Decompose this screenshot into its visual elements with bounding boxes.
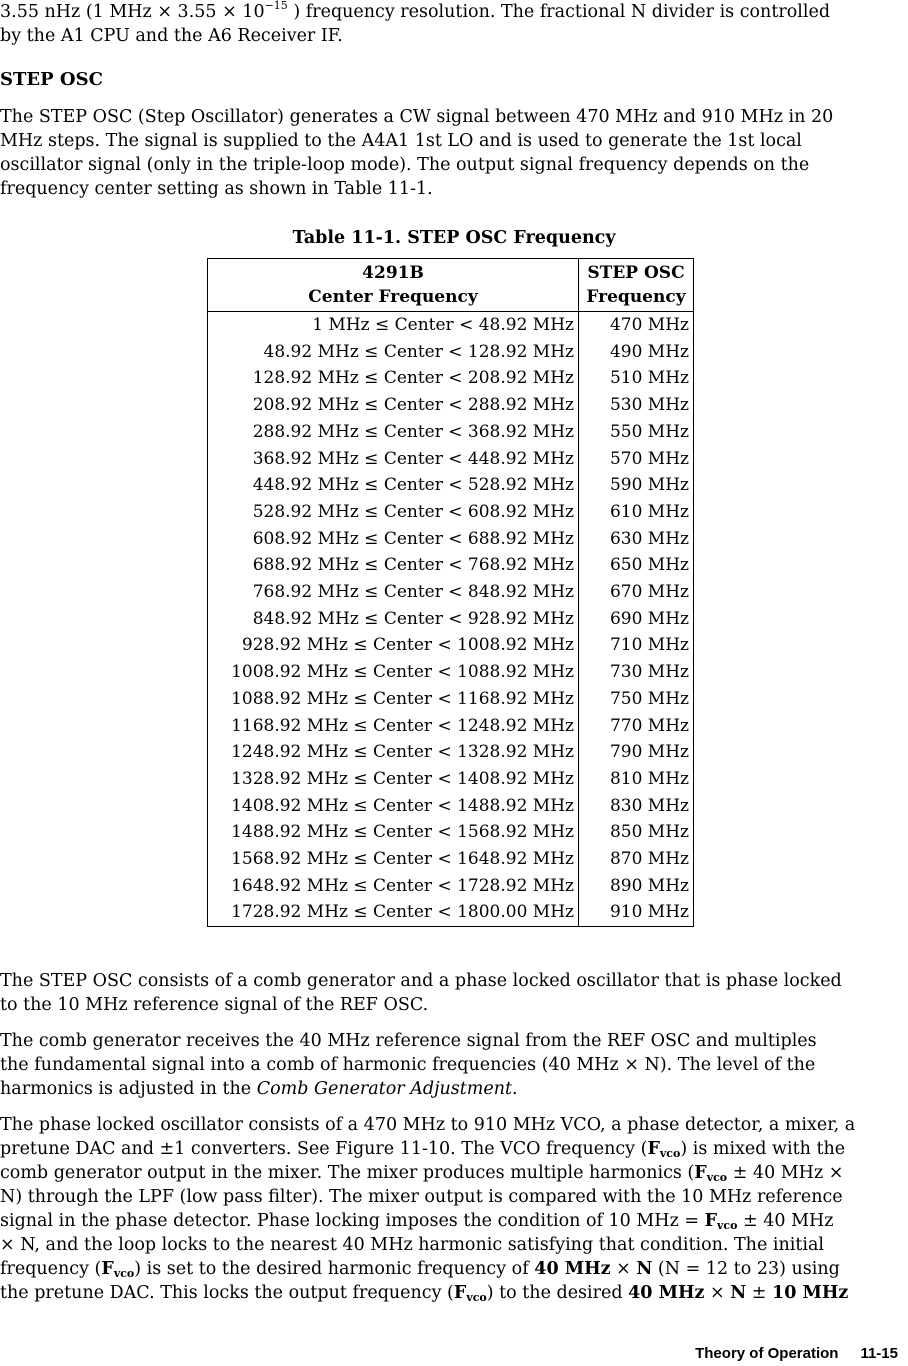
paragraph-comb-generator bbox=[0, 1029, 904, 1101]
step-osc-frequency: 610 MHz bbox=[609, 501, 689, 522]
para4-text: (N = 12 to 23) using bbox=[652, 1259, 840, 1279]
table-row bbox=[208, 766, 694, 793]
step-osc-frequency: 670 MHz bbox=[609, 582, 689, 603]
step-osc-frequency: 510 MHz bbox=[609, 368, 689, 389]
para4-text: comb generator output in the mixer. The mixer produces multiple harmonics ( bbox=[0, 1163, 695, 1183]
center-frequency-range: 368.92 MHz ≤ Center < 448.92 MHz bbox=[208, 446, 579, 473]
center-frequency-range: 1088.92 MHz ≤ Center < 1168.92 MHz bbox=[208, 686, 579, 713]
paragraph-comb-pll bbox=[0, 969, 904, 1017]
step-osc-frequency: 730 MHz bbox=[609, 662, 689, 683]
fvco-subscript: vco bbox=[717, 1219, 738, 1232]
fvco-letter: F bbox=[647, 1139, 660, 1159]
fvco-subscript: vco bbox=[706, 1171, 728, 1184]
step-osc-frequency: 790 MHz bbox=[609, 742, 689, 763]
table-caption: Table 11-1. STEP OSC Frequency bbox=[292, 228, 616, 248]
bold-term: 40 MHz bbox=[628, 1283, 705, 1303]
fvco-letter: F bbox=[694, 1163, 707, 1183]
fvco-subscript: vco bbox=[466, 1291, 487, 1304]
center-frequency-range: 1168.92 MHz ≤ Center < 1248.92 MHz bbox=[208, 713, 579, 740]
step-osc-frequency: 890 MHz bbox=[609, 875, 689, 896]
step-osc-frequency: 590 MHz bbox=[609, 475, 689, 496]
center-frequency-range: 1328.92 MHz ≤ Center < 1408.92 MHz bbox=[208, 766, 579, 793]
para4-line bbox=[0, 1281, 904, 1305]
step-osc-frequency: 910 MHz bbox=[609, 902, 689, 923]
table-row bbox=[208, 873, 694, 900]
fvco-symbol bbox=[454, 1283, 487, 1303]
para4-text: ± 40 MHz × bbox=[727, 1163, 844, 1183]
para3-line: the fundamental signal into a comb of harmonic frequencies (40 MHz × N). The level of the bbox=[0, 1055, 816, 1075]
center-frequency-range: 1488.92 MHz ≤ Center < 1568.92 MHz bbox=[208, 819, 579, 846]
step-osc-frequency: 550 MHz bbox=[609, 421, 689, 442]
para1-line: frequency center setting as shown in Table 11-1. bbox=[0, 179, 433, 199]
times-sign: × bbox=[610, 1259, 637, 1279]
fvco-letter: F bbox=[101, 1259, 114, 1279]
step-osc-frequency: 690 MHz bbox=[609, 608, 689, 629]
step-osc-frequency: 630 MHz bbox=[609, 528, 689, 549]
fvco-subscript: vco bbox=[113, 1267, 135, 1280]
para4-line bbox=[0, 1209, 904, 1233]
table-row bbox=[208, 793, 694, 820]
para4-line bbox=[0, 1161, 904, 1185]
center-frequency-range: 928.92 MHz ≤ Center < 1008.92 MHz bbox=[208, 632, 579, 659]
intro-line-1 bbox=[0, 0, 904, 24]
intro-line-2: by the A1 CPU and the A6 Receiver IF. bbox=[0, 26, 343, 46]
bold-term: N bbox=[636, 1259, 653, 1279]
header-frequency-label: Frequency bbox=[586, 287, 686, 307]
table-row bbox=[208, 312, 694, 339]
para3-line bbox=[0, 1077, 904, 1101]
table-row bbox=[208, 713, 694, 740]
para4-line: The phase locked oscillator consists of a 470 MHz to 910 MHz VCO, a phase detector, a mixer, a bbox=[0, 1115, 856, 1135]
table-row bbox=[208, 392, 694, 419]
center-frequency-range: 528.92 MHz ≤ Center < 608.92 MHz bbox=[208, 499, 579, 526]
table-row bbox=[208, 632, 694, 659]
para3-period: . bbox=[512, 1079, 518, 1099]
fvco-symbol bbox=[705, 1211, 738, 1231]
table-row bbox=[208, 446, 694, 473]
para4-text: ) is set to the desired harmonic frequency of bbox=[134, 1259, 535, 1279]
bold-term: 10 MHz bbox=[772, 1283, 849, 1303]
para4-text: the pretune DAC. This locks the output frequency ( bbox=[0, 1283, 454, 1303]
para4-text: signal in the phase detector. Phase locking imposes the condition of 10 MHz = bbox=[0, 1211, 705, 1231]
intro-paragraph bbox=[0, 0, 904, 48]
intro-line-1-text: 3.55 nHz (1 MHz × 3.55 × 10 bbox=[0, 2, 265, 22]
exponent: −15 bbox=[264, 0, 288, 12]
center-frequency-range: 448.92 MHz ≤ Center < 528.92 MHz bbox=[208, 472, 579, 499]
para4-text: ± 40 MHz bbox=[737, 1211, 834, 1231]
table-row bbox=[208, 579, 694, 606]
fvco-subscript: vco bbox=[659, 1147, 681, 1160]
table-row bbox=[208, 472, 694, 499]
center-frequency-range: 1728.92 MHz ≤ Center < 1800.00 MHz bbox=[208, 899, 579, 926]
para4-line bbox=[0, 1137, 904, 1161]
para1-line: oscillator signal (only in the triple-loop mode). The output signal frequency depends on the bbox=[0, 155, 810, 175]
adjustment-reference: Comb Generator Adjustment bbox=[256, 1079, 513, 1099]
center-frequency-range: 1568.92 MHz ≤ Center < 1648.92 MHz bbox=[208, 846, 579, 873]
paragraph-phase-locked-oscillator bbox=[0, 1113, 904, 1305]
para1-line: MHz steps. The signal is supplied to the A4A1 1st LO and is used to generate the 1st local bbox=[0, 131, 802, 151]
fvco-symbol bbox=[647, 1139, 680, 1159]
table-row bbox=[208, 659, 694, 686]
header-center-frequency bbox=[208, 259, 579, 312]
header-center-label: Center Frequency bbox=[308, 287, 478, 307]
table-row bbox=[208, 552, 694, 579]
step-osc-frequency: 850 MHz bbox=[609, 822, 689, 843]
center-frequency-range: 688.92 MHz ≤ Center < 768.92 MHz bbox=[208, 552, 579, 579]
center-frequency-range: 1008.92 MHz ≤ Center < 1088.92 MHz bbox=[208, 659, 579, 686]
center-frequency-range: 1408.92 MHz ≤ Center < 1488.92 MHz bbox=[208, 793, 579, 820]
para4-text: ) is mixed with the bbox=[680, 1139, 846, 1159]
para4-text: pretune DAC and ±1 converters. See Figure 11-10. The VCO frequency ( bbox=[0, 1139, 648, 1159]
table-body bbox=[208, 312, 694, 927]
header-step-osc-frequency bbox=[579, 259, 694, 312]
center-frequency-range: 48.92 MHz ≤ Center < 128.92 MHz bbox=[208, 339, 579, 366]
para2-line: The STEP OSC consists of a comb generator and a phase locked oscillator that is phase locked bbox=[0, 971, 842, 991]
center-frequency-range: 1 MHz ≤ Center < 48.92 MHz bbox=[208, 312, 579, 339]
times-sign: × bbox=[704, 1283, 731, 1303]
table-row bbox=[208, 365, 694, 392]
fvco-symbol bbox=[101, 1259, 134, 1279]
para2-line: to the 10 MHz reference signal of the REF OSC. bbox=[0, 995, 429, 1015]
fvco-letter: F bbox=[453, 1283, 467, 1303]
plus-minus-sign: ± bbox=[746, 1283, 773, 1303]
center-frequency-range: 1648.92 MHz ≤ Center < 1728.92 MHz bbox=[208, 873, 579, 900]
para3-line: The comb generator receives the 40 MHz reference signal from the REF OSC and multiples bbox=[0, 1031, 817, 1051]
page-number: 11-15 bbox=[860, 1345, 898, 1362]
center-frequency-range: 208.92 MHz ≤ Center < 288.92 MHz bbox=[208, 392, 579, 419]
step-osc-frequency: 650 MHz bbox=[609, 555, 689, 576]
table-row bbox=[208, 419, 694, 446]
step-osc-frequency: 710 MHz bbox=[609, 635, 689, 656]
table-row bbox=[208, 339, 694, 366]
step-osc-frequency: 770 MHz bbox=[609, 715, 689, 736]
table-row bbox=[208, 606, 694, 633]
table-row bbox=[208, 739, 694, 766]
fvco-letter: F bbox=[704, 1211, 718, 1231]
center-frequency-range: 1248.92 MHz ≤ Center < 1328.92 MHz bbox=[208, 739, 579, 766]
table-header-row bbox=[208, 259, 694, 312]
center-frequency-range: 128.92 MHz ≤ Center < 208.92 MHz bbox=[208, 365, 579, 392]
bold-term: N bbox=[730, 1283, 747, 1303]
table-row bbox=[208, 686, 694, 713]
step-osc-frequency: 530 MHz bbox=[609, 395, 689, 416]
step-osc-frequency: 490 MHz bbox=[609, 341, 689, 362]
para1-line: The STEP OSC (Step Oscillator) generates a CW signal between 470 MHz and 910 MHz in 20 bbox=[0, 107, 834, 127]
center-frequency-range: 288.92 MHz ≤ Center < 368.92 MHz bbox=[208, 419, 579, 446]
page-footer bbox=[673, 1342, 898, 1366]
table-row bbox=[208, 819, 694, 846]
para4-line: × N, and the loop locks to the nearest 40 MHz harmonic satisfying that condition. The initial bbox=[0, 1235, 824, 1255]
para4-text: frequency ( bbox=[0, 1259, 102, 1279]
center-frequency-range: 768.92 MHz ≤ Center < 848.92 MHz bbox=[208, 579, 579, 606]
table-row bbox=[208, 526, 694, 553]
intro-line-1-tail: ) frequency resolution. The fractional N divider is controlled bbox=[287, 2, 831, 22]
para4-line: N) through the LPF (low pass filter). The mixer output is compared with the 10 MHz reference bbox=[0, 1187, 843, 1207]
center-frequency-range: 848.92 MHz ≤ Center < 928.92 MHz bbox=[208, 606, 579, 633]
para4-line bbox=[0, 1257, 904, 1281]
footer-section-title: Theory of Operation bbox=[695, 1345, 839, 1362]
table-row bbox=[208, 499, 694, 526]
fvco-symbol bbox=[694, 1163, 727, 1183]
table-row bbox=[208, 846, 694, 873]
table-row bbox=[208, 899, 694, 926]
para4-text: ) to the desired bbox=[486, 1283, 629, 1303]
step-osc-frequency: 750 MHz bbox=[609, 688, 689, 709]
step-osc-frequency: 810 MHz bbox=[609, 768, 689, 789]
header-step-osc: STEP OSC bbox=[587, 263, 685, 283]
header-model: 4291B bbox=[362, 263, 424, 283]
step-osc-frequency: 470 MHz bbox=[609, 315, 689, 335]
para3-text: harmonics is adjusted in the bbox=[0, 1079, 257, 1099]
step-osc-frequency: 830 MHz bbox=[609, 795, 689, 816]
paragraph-step-osc-intro bbox=[0, 105, 904, 201]
step-osc-frequency-table bbox=[207, 258, 694, 927]
step-osc-frequency: 570 MHz bbox=[609, 448, 689, 469]
bold-term: 40 MHz bbox=[534, 1259, 611, 1279]
center-frequency-range: 608.92 MHz ≤ Center < 688.92 MHz bbox=[208, 526, 579, 553]
step-osc-frequency: 870 MHz bbox=[609, 849, 689, 870]
section-heading: STEP OSC bbox=[0, 69, 103, 90]
